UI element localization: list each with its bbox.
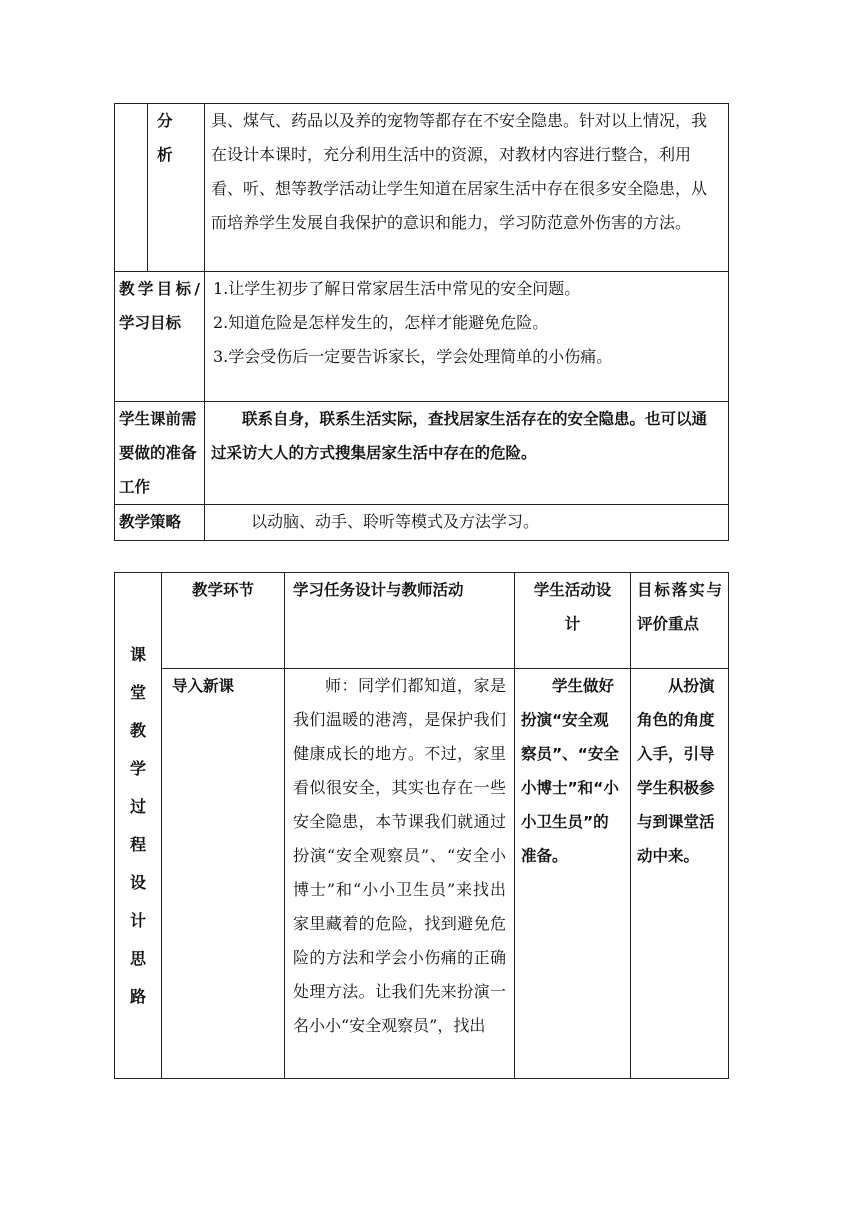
goals-label: 教学目标/学习目标 (115, 272, 205, 402)
process-intro-row (115, 669, 729, 1079)
goals-row (115, 272, 729, 402)
process-side-label (115, 573, 162, 1079)
process-table (114, 572, 729, 1079)
goals-list (205, 272, 729, 402)
header-task: 学习任务设计与教师活动 (285, 573, 515, 669)
side-label-char: 设 (129, 872, 146, 892)
goal-item: 2.知道危险是怎样发生的，怎样才能避免危险。 (213, 313, 549, 332)
side-label-char: 程 (129, 834, 146, 854)
side-label-char: 教 (129, 720, 146, 740)
side-label-char: 课 (129, 644, 146, 664)
analysis-label-char: 析 (157, 146, 173, 164)
info-table (114, 103, 729, 541)
goal-item: 3.学会受伤后一定要告诉家长，学会处理简单的小伤痛。 (213, 347, 613, 366)
analysis-label-char: 分 (157, 112, 173, 130)
process-header-row (115, 573, 729, 669)
strategy-row (115, 505, 729, 541)
side-label-char: 思 (129, 948, 146, 968)
header-goal: 目标落实与评价重点 (631, 573, 729, 669)
analysis-label (148, 104, 205, 272)
strategy-label: 教学策略 (115, 505, 205, 541)
header-student: 学生活动设计 (515, 573, 631, 669)
prep-label: 学生课前需要做的准备工作 (115, 402, 205, 505)
side-label-char: 堂 (129, 682, 146, 702)
side-label-char: 过 (129, 796, 146, 816)
strategy-text: 以动脑、动手、聆听等模式及方法学习。 (205, 505, 729, 541)
goal-item: 1.让学生初步了解日常家居生活中常见的安全问题。 (213, 279, 581, 298)
goal-intro: 从扮演角色的角度入手，引导学生积极参与到课堂活动中来。 (631, 669, 729, 1079)
side-label-char: 学 (129, 758, 146, 778)
analysis-row (115, 104, 729, 272)
student-intro: 学生做好扮演“安全观察员”、“安全小博士”和“小小卫生员”的准备。 (515, 669, 631, 1079)
analysis-text: 具、煤气、药品以及养的宠物等都存在不安全隐患。针对以上情况，我在设计本课时，充分利用生活中的资源，对教材内容进行整合，利用看、听、想等教学活动让学生知道在居家生活中存在很多安全隐患，从而培养学生发展自我保护的意识和能力，学习防范意外伤害的方法。 (205, 104, 729, 272)
task-intro: 师：同学们都知道，家是我们温暖的港湾，是保护我们健康成长的地方。不过，家里看似很安全，其实也存在一些安全隐患，本节课我们就通过扮演“安全观察员”、“安全小博士”和“小小卫生员”来找出家里藏着的危险，找到避免危险的方法和学会小伤痛的正确处理方法。让我们先来扮演一名小小“安全观察员”，找出 (285, 669, 515, 1079)
header-stage: 教学环节 (162, 573, 285, 669)
stage-intro: 导入新课 (162, 669, 285, 1079)
side-label-char: 计 (129, 910, 146, 930)
prep-row (115, 402, 729, 505)
analysis-blank-cell (115, 104, 148, 272)
prep-text: 联系自身，联系生活实际，查找居家生活存在的安全隐患。也可以通过采访大人的方式搜集居家生活中存在的危险。 (205, 402, 729, 505)
side-label-char: 路 (129, 986, 146, 1006)
